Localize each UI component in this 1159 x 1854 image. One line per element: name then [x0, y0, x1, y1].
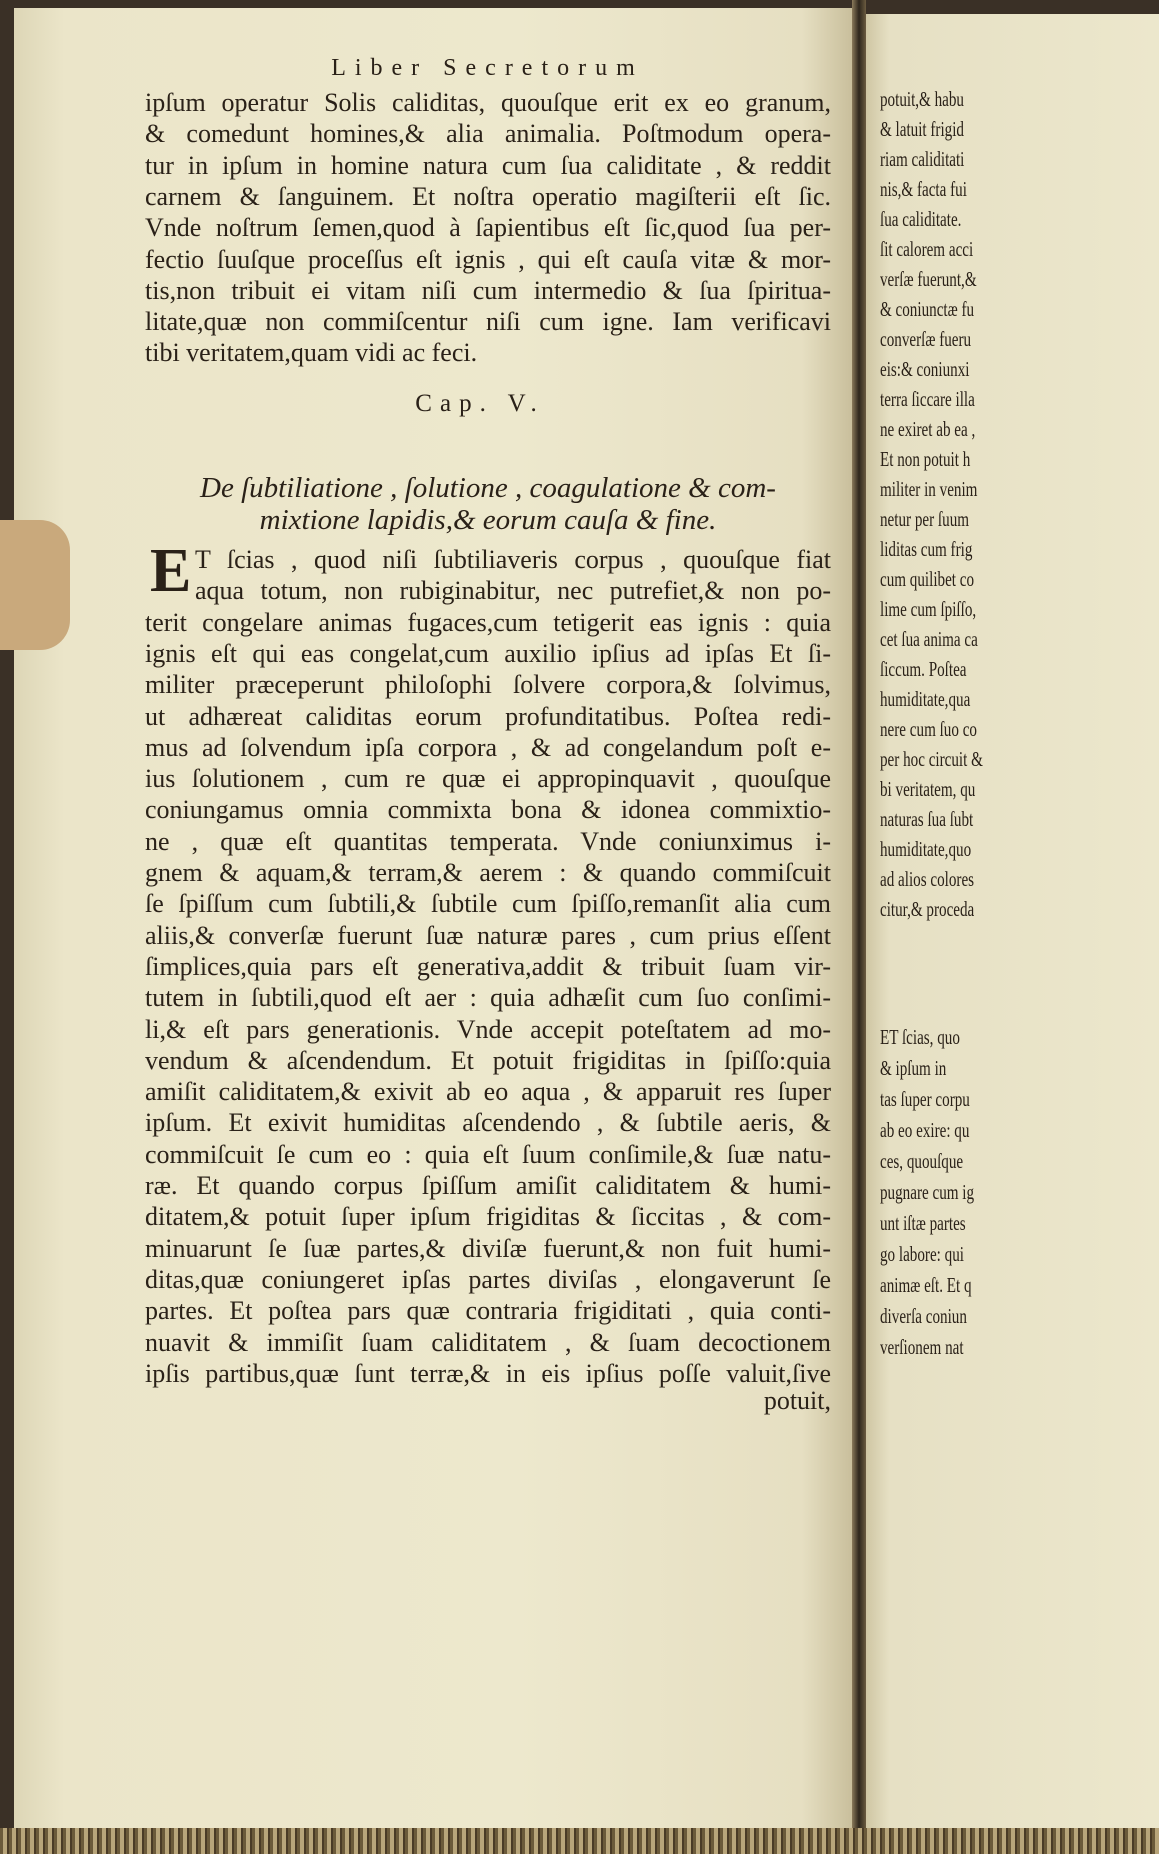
text-line: ſe ſpiſſum cum ſubtili,& ſubtile cum ſpiſſo,remanſit alia cum — [145, 889, 831, 919]
text-line: vendum & aſcendendum. Et potuit frigiditas in ſpiſſo:quia — [145, 1045, 831, 1075]
text-line: mus ad ſolvendum ipſa corpora , & ad congelandum poſt e- — [145, 732, 831, 762]
facing-page-line: go labore: qui — [880, 1242, 964, 1266]
facing-page-line: lime cum ſpiſſo, — [880, 597, 977, 621]
text-line: aqua totum, non rubiginabitur, nec putrefiet,& non po- — [195, 576, 831, 606]
facing-page-line: ad alios colores — [880, 867, 975, 891]
text-line: Vnde noſtrum ſemen,quod à ſapientibus eſt ſic,quod ſua per- — [145, 213, 831, 243]
text-line: ipſis partibus,quæ ſunt terræ,& in eis ipſius poſſe valuit,ſive — [145, 1358, 831, 1388]
running-head: Liber Secretorum — [331, 55, 644, 81]
facing-page-line: Et non potuit h — [880, 447, 971, 471]
facing-page-line: nere cum ſuo co — [880, 717, 977, 741]
facing-page-line: nis,& facta fui — [880, 177, 967, 201]
facing-page-line: ces, quouſque — [880, 1149, 964, 1173]
catchword: potuit, — [763, 1386, 831, 1415]
chapter-heading: Cap. V. — [415, 390, 545, 417]
facing-page-line: militer in venim — [880, 477, 978, 501]
text-line: tis,non tribuit ei vitam niſi cum intermedio & ſua ſpiritua- — [145, 275, 831, 305]
facing-page-line: liditas cum frig — [880, 537, 973, 561]
text-line: coniungamus omnia commixta bona & idonea commixtio- — [145, 795, 831, 825]
facing-page-line: ne exiret ab ea , — [880, 417, 976, 441]
text-line: ditatem,& potuit ſuper ipſum frigiditas & ſiccitas , & com- — [145, 1202, 831, 1232]
text-line: ipſum. Et exivit humiditas aſcendendo , & ſubtile aeris, & — [145, 1108, 831, 1138]
book-gutter — [852, 0, 866, 1854]
text-line: militer præceperunt philoſophi ſolvere corpora,& ſolvimus, — [145, 670, 831, 700]
facing-page-line: unt iſtæ partes — [880, 1211, 966, 1235]
facing-page-line: ſua caliditate. — [880, 207, 962, 231]
facing-page-line: verſæ fuerunt,& — [880, 267, 977, 291]
facing-page-line: converſæ fueru — [880, 327, 972, 351]
right-page — [866, 14, 1159, 1830]
facing-page-line: tas ſuper corpu — [880, 1087, 970, 1111]
facing-page-line: ſiccum. Poſtea — [880, 657, 967, 681]
text-line: tibi veritatem,quam vidi ac feci. — [145, 338, 478, 368]
chapter-subtitle-line-2: mixtione lapidis,& eorum cauſa & fine. — [259, 504, 717, 536]
text-line: terit congelare animas fugaces,cum tetigerit eas ignis : quia — [145, 607, 831, 637]
facing-page-line: riam caliditati — [880, 147, 965, 171]
text-line: tutem in ſubtili,quod eſt aer : quia adhæſit cum ſuo conſimi- — [145, 983, 831, 1013]
bookmark-tab — [0, 520, 70, 650]
facing-page-line: ſit calorem acci — [880, 237, 974, 261]
facing-page-line: terra ſiccare illa — [880, 387, 975, 411]
text-line: partes. Et poſtea pars quæ contraria frigiditati , quia conti- — [145, 1296, 831, 1326]
text-line: gnem & aquam,& terram,& aerem : & quando commiſcuit — [145, 858, 831, 887]
facing-page-line: ET ſcias, quo — [880, 1025, 960, 1049]
text-line: li,& eſt pars generationis. Vnde accepit poteſtatem ad mo- — [145, 1014, 831, 1044]
text-line: ne , quæ eſt quantitas temperata. Vnde coniunximus i- — [145, 826, 831, 856]
text-line: nuavit & immiſit ſuam caliditatem , & ſuam decoctionem — [145, 1327, 831, 1357]
text-line: ipſum operatur Solis caliditas, quouſque erit ex eo granum, — [145, 88, 831, 117]
facing-page-line: potuit,& habu — [880, 87, 965, 111]
facing-page-line: diverſa coniun — [880, 1304, 967, 1328]
facing-page-line: cet ſua anima ca — [880, 627, 978, 651]
text-line: T ſcias , quod niſi ſubtiliaveris corpus , quouſque fiat — [195, 545, 831, 574]
text-line: amiſit caliditatem,& exivit ab eo aqua , & apparuit res ſuper — [145, 1077, 831, 1107]
text-line: fectio ſuuſque proceſſus eſt ignis , qui eſt cauſa vitæ & mor- — [145, 244, 831, 274]
facing-page-line: per hoc circuit & — [880, 747, 983, 771]
drop-cap: E — [150, 537, 192, 605]
text-line: ius ſolutionem , cum re quæ ei appropinquavit , quouſque — [145, 764, 831, 794]
text-line: ſimplices,quia pars eſt generativa,addit & tribuit ſuam vir- — [145, 951, 831, 981]
text-line: ditas,quæ coniungeret ipſas partes diviſas , elongaverunt ſe — [145, 1264, 831, 1294]
book-bottom-edge — [0, 1828, 1159, 1854]
text-line: ræ. Et quando corpus ſpiſſum amiſit caliditatem & humi- — [145, 1171, 831, 1200]
facing-page-line: naturas ſua ſubt — [880, 807, 974, 831]
facing-page-line: & latuit frigid — [880, 117, 964, 141]
text-line: litate,quæ non commiſcentur niſi cum igne. Iam verificavi — [145, 307, 831, 337]
facing-page-line: pugnare cum ig — [880, 1180, 975, 1204]
facing-page-line: verſionem nat — [880, 1335, 964, 1359]
facing-page-line: & ipſum in — [880, 1056, 947, 1080]
text-line: commiſcuit ſe cum eo : quia eſt ſuum conſimile,& ſuæ natu- — [145, 1139, 831, 1169]
text-line: tur in ipſum in homine natura cum ſua caliditate , & reddit — [145, 150, 831, 180]
facing-page-line: citur,& proceda — [880, 897, 975, 921]
facing-page-line: cum quilibet co — [880, 567, 975, 591]
facing-page-line: & coniunctæ fu — [880, 297, 975, 321]
facing-page-line: netur per ſuum — [880, 507, 970, 531]
chapter-subtitle-line-1: De ſubtiliatione , ſolutione , coagulatione & com- — [200, 472, 776, 504]
text-line: carnem & ſanguinem. Et noſtra operatio magiſterii eſt ſic. — [145, 181, 831, 211]
text-line: & comedunt homines,& alia animalia. Poſtmodum opera- — [145, 119, 831, 149]
text-line: minuarunt ſe ſuæ partes,& diviſæ fuerunt,& non fuit humi- — [145, 1233, 831, 1263]
facing-page-line: eis:& coniunxi — [880, 357, 970, 381]
text-line: ignis eſt qui eas congelat,cum auxilio ipſius ad ipſas Et ſi- — [145, 638, 831, 668]
facing-page-line: ab eo exire: qu — [880, 1118, 970, 1142]
facing-page-line: animæ eſt. Et q — [880, 1273, 972, 1297]
facing-page-line: humiditate,quo — [880, 837, 972, 861]
facing-page-line: bi veritatem, qu — [880, 777, 976, 801]
text-line: ut adhæreat caliditas eorum profunditatibus. Poſtea redi- — [145, 701, 831, 731]
facing-page-line: humiditate,qua — [880, 687, 971, 711]
text-line: aliis,& converſæ fuerunt ſuæ naturæ pares , cum prius eſſent — [145, 920, 831, 950]
